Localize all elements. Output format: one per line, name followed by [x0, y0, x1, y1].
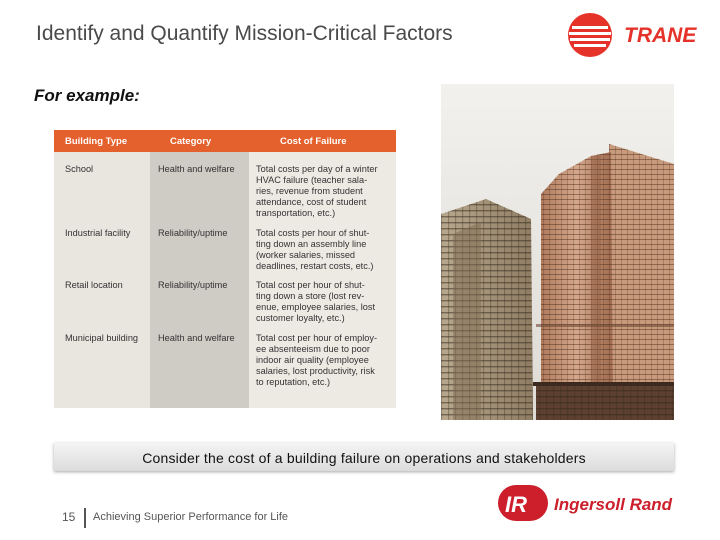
- ir-logo-mark: IR: [505, 492, 527, 517]
- building-type-cell: Municipal building: [65, 333, 139, 343]
- footer-tagline: Achieving Superior Performance for Life: [93, 511, 289, 523]
- subtitle: For example:: [34, 86, 140, 105]
- category-cell: Health and welfare: [158, 164, 235, 174]
- header-category: Category: [170, 136, 212, 147]
- footer-divider: [84, 508, 86, 528]
- category-cell: Reliability/uptime: [158, 228, 228, 238]
- category-cell: Health and welfare: [158, 333, 235, 343]
- trane-logo: [566, 12, 706, 58]
- trane-logo-text: TRANE: [624, 24, 697, 47]
- slide-title: Identify and Quantify Mission-Critical Factors: [36, 22, 453, 45]
- takeaway-banner: [54, 443, 674, 471]
- building-type-cell: Retail location: [65, 280, 123, 290]
- cost-of-failure-table: [54, 130, 396, 408]
- category-cell: Reliability/uptime: [158, 280, 228, 290]
- cost-cell: Total costs per hour of shut- ting down an assembly line (worker salaries, missed deadlines, restart costs, etc.): [256, 228, 374, 271]
- building-type-cell: Industrial facility: [65, 228, 131, 238]
- table-header: [54, 130, 396, 152]
- banner-text: Consider the cost of a building failure on operations and stakeholders: [142, 450, 586, 466]
- ingersoll-rand-logo: [496, 481, 676, 525]
- cost-cell: Total cost per hour of employ- ee absenteeism due to poor indoor air quality (employee salaries, lost productivity, risk to reputation, etc.): [256, 333, 378, 387]
- ir-logo-text: Ingersoll Rand: [554, 495, 673, 514]
- building-type-cell: School: [65, 164, 94, 174]
- header-building-type: Building Type: [65, 136, 128, 147]
- cost-cell: Total cost per hour of shut- ting down a store (lost rev- enue, employee salaries, lost customer loyalty, etc.): [256, 280, 375, 323]
- header-cost-of-failure: Cost of Failure: [280, 136, 347, 147]
- skyscraper-photo: [441, 84, 674, 420]
- page-number: 15: [62, 510, 76, 524]
- cost-cell: Total costs per day of a winter HVAC failure (teacher sala- ries, revenue from student attendance, cost of student transportation, etc.): [256, 164, 378, 218]
